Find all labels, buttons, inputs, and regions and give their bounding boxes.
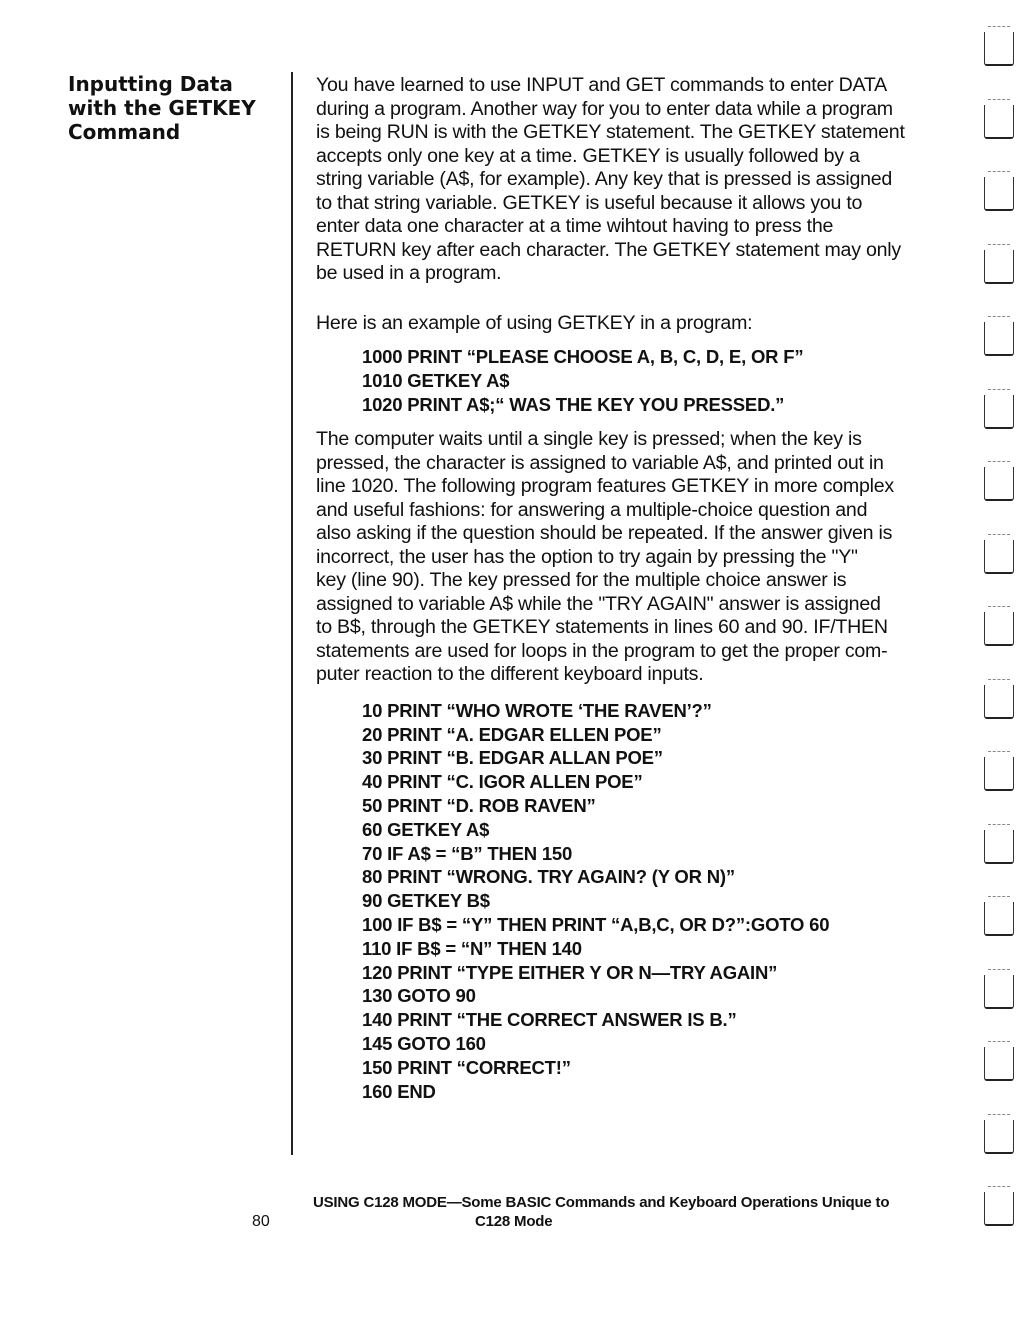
spacer xyxy=(316,335,956,345)
intro-line: RETURN key after each character. The GETKEY statement may only xyxy=(316,238,901,261)
intro-paragraph xyxy=(316,74,956,286)
section-heading-line-2: with the GETKEY xyxy=(68,96,256,120)
example-intro xyxy=(316,312,956,336)
edge-mark xyxy=(984,685,1014,719)
explanation-line: The computer waits until a single key is pressed; when the key is xyxy=(316,428,862,451)
code-line: 160 END xyxy=(362,1080,436,1102)
edge-mark xyxy=(984,250,1014,284)
explanation-line: puter reaction to the different keyboard inputs. xyxy=(316,663,704,686)
edge-mark xyxy=(984,1047,1014,1081)
code-line: 10 PRINT “WHO WROTE ‘THE RAVEN’?” xyxy=(362,699,712,721)
code-line: 40 PRINT “C. IGOR ALLEN POE” xyxy=(362,771,643,793)
code-line: 1000 PRINT “PLEASE CHOOSE A, B, C, D, E, OR F” xyxy=(362,346,804,367)
code-line: 90 GETKEY B$ xyxy=(362,890,490,912)
code-line: 30 PRINT “B. EDGAR ALLAN POE” xyxy=(362,747,663,769)
code-line: 140 PRINT “THE CORRECT ANSWER IS B.” xyxy=(362,1009,737,1031)
section-heading-line-1: Inputting Data xyxy=(68,72,233,96)
explanation-line: line 1020. The following program features GETKEY in more complex xyxy=(316,475,894,498)
explanation-line: statements are used for loops in the program to get the proper com- xyxy=(316,639,888,662)
page-edge-marks xyxy=(984,32,1020,1265)
edge-mark xyxy=(984,32,1014,66)
code-line: 50 PRINT “D. ROB RAVEN” xyxy=(362,795,596,817)
example-intro-line: Here is an example of using GETKEY in a program: xyxy=(316,311,753,334)
edge-mark xyxy=(984,1192,1014,1226)
code-line: 150 PRINT “CORRECT!” xyxy=(362,1056,571,1078)
example-code-block xyxy=(362,345,956,416)
vertical-divider xyxy=(291,72,293,1155)
intro-line: during a program. Another way for you to enter data while a program xyxy=(316,97,893,120)
program-code-block xyxy=(362,699,956,1104)
edge-mark xyxy=(984,830,1014,864)
code-line: 1010 GETKEY A$ xyxy=(362,369,510,391)
edge-mark xyxy=(984,975,1014,1009)
intro-line: be used in a program. xyxy=(316,262,502,284)
spacer xyxy=(316,687,956,699)
section-heading-line-3: Command xyxy=(68,120,181,144)
main-content xyxy=(316,74,956,1103)
intro-line: accepts only one key at a time. GETKEY is usually followed by a xyxy=(316,144,860,167)
edge-mark xyxy=(984,177,1014,211)
edge-mark xyxy=(984,757,1014,791)
spacer xyxy=(316,286,956,312)
section-heading xyxy=(68,72,278,144)
edge-mark xyxy=(984,467,1014,501)
code-line: 130 GOTO 90 xyxy=(362,985,476,1007)
edge-mark xyxy=(984,1120,1014,1154)
explanation-line: incorrect, the user has the option to try again by pressing the "Y" xyxy=(316,545,858,568)
intro-line: to that string variable. GETKEY is useful because it allows you to xyxy=(316,191,863,214)
explanation-line: and useful fashions: for answering a multiple-choice question and xyxy=(316,498,868,521)
edge-mark xyxy=(984,902,1014,936)
explanation-line: also asking if the question should be repeated. If the answer given is xyxy=(316,522,893,545)
explanation-line: key (line 90). The key pressed for the multiple choice answer is xyxy=(316,569,847,592)
code-line: 110 IF B$ = “N” THEN 140 xyxy=(362,937,582,959)
intro-line: enter data one character at a time wihtout having to press the xyxy=(316,215,834,237)
page-number: 80 xyxy=(252,1213,270,1230)
code-line: 120 PRINT “TYPE EITHER Y OR N—TRY AGAIN” xyxy=(362,961,778,983)
code-line: 80 PRINT “WRONG. TRY AGAIN? (Y OR N)” xyxy=(362,866,735,888)
edge-mark xyxy=(984,105,1014,139)
footer-line-2: C128 Mode xyxy=(475,1213,553,1230)
edge-mark xyxy=(984,540,1014,574)
explanation-line: to B$, through the GETKEY statements in lines 60 and 90. IF/THEN xyxy=(316,616,888,639)
running-footer xyxy=(313,1193,953,1231)
spacer xyxy=(316,416,956,428)
intro-line: string variable (A$, for example). Any key that is pressed is assigned xyxy=(316,168,893,190)
code-line: 100 IF B$ = “Y” THEN PRINT “A,B,C, OR D?”:GOTO 60 xyxy=(362,914,830,936)
explanation-line: pressed, the character is assigned to variable A$, and printed out in xyxy=(316,451,884,474)
code-line: 60 GETKEY A$ xyxy=(362,818,490,840)
footer-line-1: USING C128 MODE—Some BASIC Commands and Keyboard Operations Unique to xyxy=(313,1194,890,1211)
code-line: 1020 PRINT A$;“ WAS THE KEY YOU PRESSED.” xyxy=(362,393,785,415)
code-line: 20 PRINT “A. EDGAR ELLEN POE” xyxy=(362,723,662,745)
edge-mark xyxy=(984,395,1014,429)
explanation-line: assigned to variable A$ while the "TRY AGAIN" answer is assigned xyxy=(316,592,881,615)
code-line: 70 IF A$ = “B” THEN 150 xyxy=(362,842,573,864)
code-line: 145 GOTO 160 xyxy=(362,1033,486,1055)
intro-line: You have learned to use INPUT and GET commands to enter DATA xyxy=(316,74,887,96)
edge-mark xyxy=(984,612,1014,646)
explanation-paragraph xyxy=(316,428,956,687)
intro-line: is being RUN is with the GETKEY statement. The GETKEY statement xyxy=(316,121,905,143)
edge-mark xyxy=(984,322,1014,356)
